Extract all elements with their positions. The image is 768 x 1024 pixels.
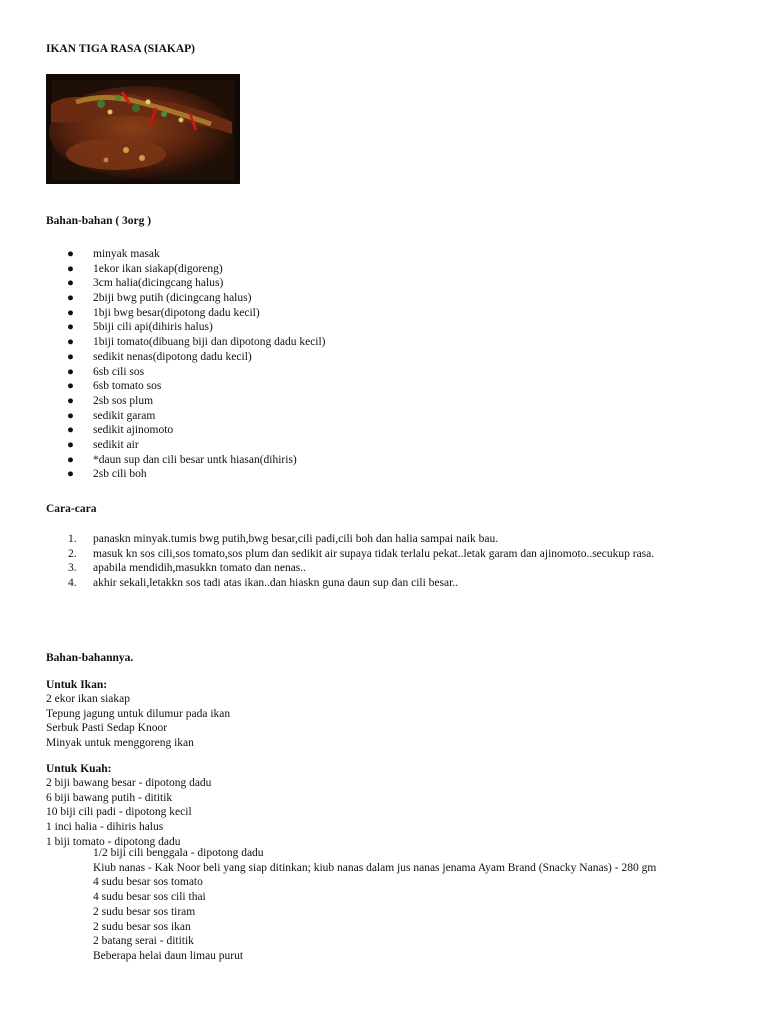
text-line: 4 sudu besar sos cili thai xyxy=(93,891,206,904)
list-item: 3. apabila mendidih,masukkn tomato dan nenas.. xyxy=(68,562,307,575)
list-item: ● 1ekor ikan siakap(digoreng) xyxy=(67,262,223,275)
list-item: 1. panaskn minyak.tumis bwg putih,bwg besar,cili padi,cili boh dan halia sampai naik bau. xyxy=(68,533,499,545)
bullet-icon: ● xyxy=(67,248,74,260)
bullet-icon: ● xyxy=(67,336,74,349)
steps-list xyxy=(0,532,768,591)
list-item: 2. masuk kn sos cili,sos tomato,sos plum dan sedikit air supaya tidak terlalu pekat..letak garam dan ajinomoto..secukup rasa. xyxy=(68,547,655,560)
list-item: ● minyak masak xyxy=(67,248,160,260)
sauce-ingredients xyxy=(46,776,211,850)
bullet-icon: ● xyxy=(67,409,74,422)
list-item: ● *daun sup dan cili besar untk hiasan(dihiris) xyxy=(67,453,297,466)
ingredients-heading: Bahan-bahan ( 3org ) xyxy=(46,215,152,227)
text-line: Tepung jagung untuk dilumur pada ikan xyxy=(46,707,231,720)
bullet-icon: ● xyxy=(67,350,74,363)
list-item: ● 6sb cili sos xyxy=(67,365,145,378)
ingredients-list xyxy=(0,247,768,482)
text-line: 6 biji bawang putih - dititik xyxy=(46,791,173,804)
list-item: ● 1bji bwg besar(dipotong dadu kecil) xyxy=(67,306,260,319)
bullet-icon: ● xyxy=(67,321,74,334)
list-item: 4. akhir sekali,letakkn sos tadi atas ikan..dan hiaskn guna daun sup dan cili besar.. xyxy=(68,577,459,590)
text-line: Serbuk Pasti Sedap Knoor xyxy=(46,722,168,735)
text-line: Minyak untuk menggoreng ikan xyxy=(46,737,194,750)
fish-ingredients xyxy=(46,692,230,751)
bullet-icon: ● xyxy=(67,438,74,451)
section2-heading: Bahan-bahannya. xyxy=(46,652,134,664)
bullet-icon: ● xyxy=(67,394,74,407)
list-item: ● 1biji tomato(dibuang biji dan dipotong dadu kecil) xyxy=(67,336,326,349)
step-number: 1. xyxy=(68,533,77,545)
text-line: 10 biji cili padi - dipotong kecil xyxy=(46,806,192,819)
list-item: ● 2sb cili boh xyxy=(67,468,147,481)
text-line: Kiub nanas - Kak Noor beli yang siap ditinkan; kiub nanas dalam jus nanas jenama Ayam Brand (Snacky Nanas) - 280 gm xyxy=(93,861,657,874)
bullet-icon: ● xyxy=(67,365,74,378)
list-item: ● 2biji bwg putih (dicingcang halus) xyxy=(67,292,252,305)
list-item: ● 6sb tomato sos xyxy=(67,380,162,393)
step-number: 4. xyxy=(68,577,77,590)
text-line: 2 batang serai - dititik xyxy=(93,935,194,948)
list-item: ● sedikit air xyxy=(67,438,139,451)
fried-fish-photo xyxy=(46,74,240,184)
list-item: ● sedikit nenas(dipotong dadu kecil) xyxy=(67,350,252,363)
list-item: ● 5biji cili api(dihiris halus) xyxy=(67,321,213,334)
recipe-title: IKAN TIGA RASA (SIAKAP) xyxy=(46,43,195,55)
bullet-icon: ● xyxy=(67,292,74,305)
bullet-icon: ● xyxy=(67,468,74,481)
text-line: Beberapa helai daun limau purut xyxy=(93,949,244,962)
text-line: 2 sudu besar sos tiram xyxy=(93,905,196,918)
text-line: 4 sudu besar sos tomato xyxy=(93,876,203,889)
step-number: 3. xyxy=(68,562,77,575)
list-item: ● sedikit garam xyxy=(67,409,156,422)
bullet-icon: ● xyxy=(67,277,74,290)
text-line: 2 sudu besar sos ikan xyxy=(93,920,191,933)
bullet-icon: ● xyxy=(67,380,74,393)
text-line: 1 biji tomato - dipotong dadu xyxy=(46,835,181,848)
sauce-ingredients-indented xyxy=(93,846,718,964)
list-item: ● sedikit ajinomoto xyxy=(67,424,174,437)
list-item: ● 2sb sos plum xyxy=(67,394,154,407)
text-line: 2 biji bawang besar - dipotong dadu xyxy=(46,777,212,789)
list-item: ● 3cm halia(dicingcang halus) xyxy=(67,277,224,290)
steps-heading: Cara-cara xyxy=(46,503,97,515)
text-line: 2 ekor ikan siakap xyxy=(46,693,130,705)
bullet-icon: ● xyxy=(67,262,74,275)
bullet-icon: ● xyxy=(67,424,74,437)
fish-heading: Untuk Ikan: xyxy=(46,679,108,691)
text-line: 1/2 biji cili benggala - dipotong dadu xyxy=(93,847,264,859)
text-line: 1 inci halia - dihiris halus xyxy=(46,821,164,834)
bullet-icon: ● xyxy=(67,306,74,319)
bullet-icon: ● xyxy=(67,453,74,466)
fried-fish-illustration xyxy=(46,74,240,184)
sauce-heading: Untuk Kuah: xyxy=(46,763,112,775)
step-number: 2. xyxy=(68,547,77,560)
